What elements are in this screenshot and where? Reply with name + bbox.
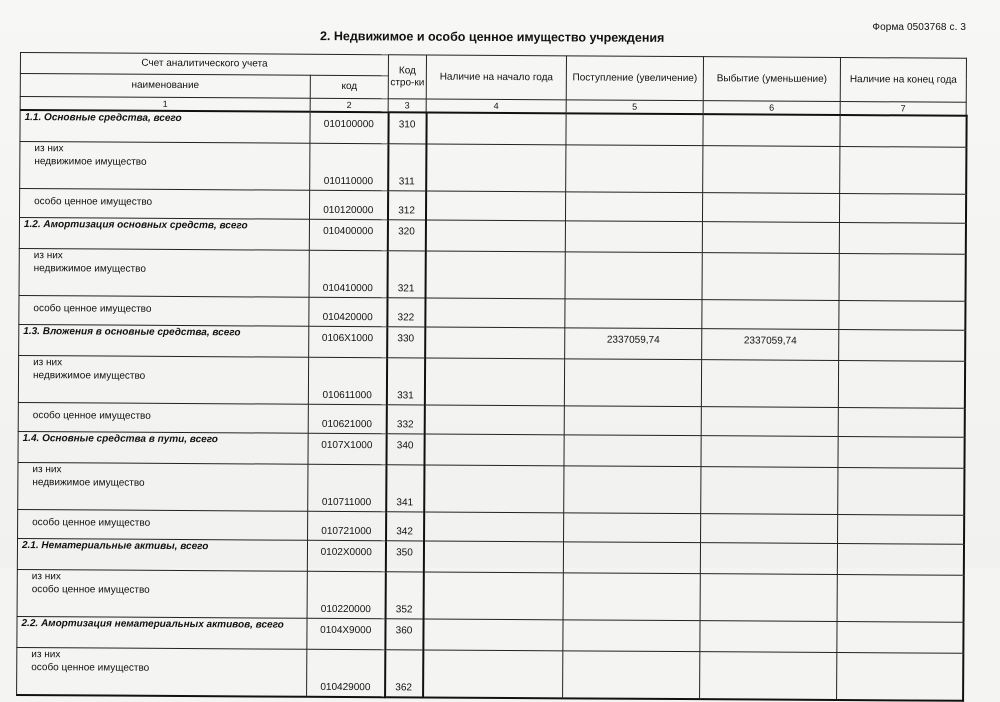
row-line-code: 311 bbox=[388, 144, 426, 191]
form-reference: Форма 0503768 с. 3 bbox=[872, 22, 966, 33]
row-line-code: 362 bbox=[385, 650, 423, 698]
row-name-cell bbox=[18, 462, 308, 511]
row-code: 010611000 bbox=[308, 357, 386, 404]
row-code: 0106Х1000 bbox=[309, 326, 387, 357]
section-name: 1.2. Амортизация основных средств, всего bbox=[23, 219, 248, 232]
value-income[interactable] bbox=[564, 406, 701, 436]
row-name: недвижимое имущество bbox=[33, 263, 146, 275]
col-number: 1 bbox=[20, 97, 310, 112]
section-name: 1.4. Основные средства в пути, всего bbox=[22, 433, 218, 446]
value-end[interactable] bbox=[839, 330, 965, 362]
value-income[interactable] bbox=[565, 221, 702, 253]
table-row bbox=[17, 647, 963, 700]
value-end[interactable] bbox=[838, 361, 964, 409]
row-prefix: из них bbox=[33, 357, 63, 369]
row-code: 010110000 bbox=[310, 143, 388, 190]
row-prefix: из них bbox=[31, 649, 61, 661]
value-income[interactable] bbox=[565, 252, 702, 300]
property-table-sheet bbox=[16, 52, 966, 702]
row-name-cell bbox=[17, 538, 307, 571]
header-end: Наличие на конец года bbox=[840, 58, 966, 103]
row-code: 0104Х9000 bbox=[307, 618, 385, 649]
value-outflow[interactable] bbox=[703, 146, 840, 194]
row-name-cell bbox=[17, 616, 307, 649]
row-prefix: из них bbox=[31, 571, 61, 583]
row-code: 010100000 bbox=[310, 112, 388, 144]
value-end[interactable] bbox=[839, 301, 965, 331]
header-outflow: Выбытие (уменьшение) bbox=[703, 57, 840, 102]
header-name: наименование bbox=[20, 74, 310, 99]
value-end[interactable] bbox=[837, 575, 963, 623]
value-outflow[interactable] bbox=[701, 436, 838, 468]
section-name: 1.1. Основные средства, всего bbox=[24, 112, 182, 124]
row-name-cell bbox=[19, 217, 309, 250]
value-income[interactable] bbox=[564, 359, 701, 407]
value-income[interactable] bbox=[566, 113, 703, 145]
value-end[interactable] bbox=[838, 515, 964, 545]
value-outflow[interactable] bbox=[702, 222, 839, 254]
row-code: 0107Х1000 bbox=[308, 433, 386, 464]
value-income[interactable] bbox=[563, 620, 700, 652]
value-outflow[interactable] bbox=[703, 114, 840, 146]
row-name: особо ценное имущество bbox=[31, 584, 150, 596]
row-code: 010420000 bbox=[309, 297, 387, 326]
row-line-code: 350 bbox=[385, 541, 423, 572]
value-begin[interactable] bbox=[425, 298, 565, 328]
col-number: 2 bbox=[310, 98, 388, 112]
row-code: 010721000 bbox=[308, 511, 386, 540]
value-income[interactable] bbox=[564, 466, 701, 514]
row-prefix: из них bbox=[34, 143, 64, 155]
row-name-cell bbox=[19, 324, 309, 357]
row-name-cell bbox=[17, 647, 307, 696]
row-prefix: из них bbox=[33, 250, 63, 262]
value-outflow[interactable] bbox=[701, 360, 838, 408]
value-begin[interactable] bbox=[423, 650, 563, 698]
property-table bbox=[16, 52, 967, 702]
row-code: 010220000 bbox=[307, 571, 385, 618]
row-name-cell bbox=[19, 248, 309, 297]
row-name: недвижимое имущество bbox=[34, 156, 147, 168]
table-row bbox=[18, 355, 964, 408]
row-code: 010621000 bbox=[308, 404, 386, 433]
row-line-code: 321 bbox=[387, 251, 425, 298]
table-body bbox=[17, 110, 967, 701]
value-end[interactable] bbox=[838, 468, 964, 516]
row-name-cell bbox=[18, 509, 308, 540]
row-line-code: 360 bbox=[385, 619, 423, 650]
value-outflow[interactable] bbox=[702, 300, 839, 330]
row-name-cell bbox=[20, 110, 310, 143]
row-name: особо ценное имущество bbox=[33, 303, 152, 315]
row-line-code: 310 bbox=[388, 112, 426, 144]
row-code: 010120000 bbox=[309, 190, 387, 219]
value-begin[interactable] bbox=[423, 572, 563, 620]
row-name-cell bbox=[19, 295, 309, 326]
row-name: особо ценное имущество bbox=[32, 410, 151, 422]
value-outflow[interactable]: 2337059,74 bbox=[702, 329, 839, 361]
header-income: Поступление (увеличение) bbox=[566, 56, 703, 101]
table-row bbox=[18, 462, 964, 515]
row-name: особо ценное имущество bbox=[34, 196, 153, 208]
value-end[interactable] bbox=[839, 194, 965, 224]
col-number: 6 bbox=[703, 101, 840, 115]
value-begin[interactable] bbox=[425, 327, 565, 359]
value-begin[interactable] bbox=[424, 512, 564, 542]
row-name: недвижимое имущество bbox=[32, 370, 146, 382]
value-income[interactable] bbox=[564, 435, 701, 467]
row-code: 0102Х0000 bbox=[307, 540, 385, 571]
col-number: 5 bbox=[566, 100, 703, 114]
value-income[interactable] bbox=[564, 513, 701, 543]
value-income[interactable] bbox=[565, 192, 702, 222]
row-line-code: 312 bbox=[387, 191, 425, 220]
value-end[interactable] bbox=[837, 653, 963, 701]
value-begin[interactable] bbox=[426, 144, 566, 192]
value-begin[interactable] bbox=[424, 405, 564, 435]
value-begin[interactable] bbox=[423, 619, 563, 651]
value-income[interactable] bbox=[563, 573, 700, 621]
value-outflow[interactable] bbox=[700, 574, 837, 622]
value-end[interactable] bbox=[839, 223, 965, 255]
table-row bbox=[17, 569, 963, 622]
row-code: 010429000 bbox=[307, 649, 385, 697]
value-outflow[interactable] bbox=[701, 407, 838, 437]
value-outflow[interactable] bbox=[700, 543, 837, 575]
value-begin[interactable] bbox=[425, 191, 565, 221]
value-begin[interactable] bbox=[424, 434, 564, 466]
value-begin[interactable] bbox=[425, 220, 565, 252]
value-begin[interactable] bbox=[424, 465, 564, 513]
row-name-cell bbox=[20, 142, 310, 191]
value-outflow[interactable] bbox=[700, 652, 837, 700]
header-account: Счет аналитического учета bbox=[20, 53, 388, 76]
row-name: особо ценное имущество bbox=[32, 517, 151, 529]
row-line-code: 342 bbox=[386, 512, 424, 541]
row-line-code: 330 bbox=[387, 327, 425, 358]
value-end[interactable] bbox=[839, 254, 965, 302]
value-end[interactable] bbox=[837, 544, 963, 576]
value-income[interactable] bbox=[565, 299, 702, 329]
value-begin[interactable] bbox=[423, 541, 563, 573]
row-prefix: из них bbox=[32, 464, 62, 476]
row-name-cell bbox=[18, 402, 308, 433]
col-number: 7 bbox=[840, 102, 966, 116]
value-income[interactable] bbox=[563, 542, 700, 574]
row-line-code: 322 bbox=[387, 298, 425, 327]
row-name-cell bbox=[19, 189, 309, 220]
col-number: 3 bbox=[388, 99, 426, 113]
row-line-code: 331 bbox=[386, 358, 424, 405]
row-code: 010400000 bbox=[309, 219, 387, 250]
row-name: особо ценное имущество bbox=[31, 662, 150, 674]
section-name: 2.2. Амортизация нематериальных активов, всего bbox=[21, 618, 284, 631]
header-begin: Наличие на начало года bbox=[426, 55, 566, 100]
row-line-code: 320 bbox=[387, 220, 425, 251]
value-income[interactable]: 2337059,74 bbox=[565, 328, 702, 360]
row-line-code: 352 bbox=[385, 572, 423, 619]
row-code: 010410000 bbox=[309, 250, 387, 297]
value-end[interactable] bbox=[840, 115, 966, 147]
value-begin[interactable] bbox=[426, 112, 566, 144]
value-end[interactable] bbox=[837, 622, 963, 654]
value-end[interactable] bbox=[838, 408, 964, 438]
value-outflow[interactable] bbox=[702, 253, 839, 301]
value-begin[interactable] bbox=[424, 358, 564, 406]
header-line-code: Код стро-ки bbox=[388, 55, 426, 99]
row-name-cell bbox=[18, 431, 308, 464]
section-title: 2. Недвижимое и особо ценное имущество учреждения bbox=[319, 29, 665, 45]
row-line-code: 332 bbox=[386, 405, 424, 434]
section-name: 1.3. Вложения в основные средства, всего bbox=[23, 326, 241, 339]
table-row bbox=[20, 142, 966, 195]
value-end[interactable] bbox=[838, 437, 964, 469]
value-income[interactable] bbox=[566, 145, 703, 193]
row-name-cell bbox=[18, 355, 308, 404]
row-code: 010711000 bbox=[308, 464, 386, 511]
section-name: 2.1. Нематериальные активы, всего bbox=[21, 540, 209, 553]
table-row bbox=[19, 248, 965, 301]
value-outflow[interactable] bbox=[701, 467, 838, 515]
header-code: код bbox=[310, 75, 388, 98]
row-name-cell bbox=[17, 569, 307, 618]
value-end[interactable] bbox=[840, 147, 966, 195]
value-income[interactable] bbox=[563, 651, 700, 699]
col-number: 4 bbox=[426, 99, 566, 113]
value-begin[interactable] bbox=[425, 251, 565, 299]
row-line-code: 340 bbox=[386, 434, 424, 465]
value-outflow[interactable] bbox=[700, 621, 837, 653]
value-outflow[interactable] bbox=[702, 193, 839, 223]
value-outflow[interactable] bbox=[701, 514, 838, 544]
row-line-code: 341 bbox=[386, 465, 424, 512]
row-name: недвижимое имущество bbox=[32, 477, 145, 489]
